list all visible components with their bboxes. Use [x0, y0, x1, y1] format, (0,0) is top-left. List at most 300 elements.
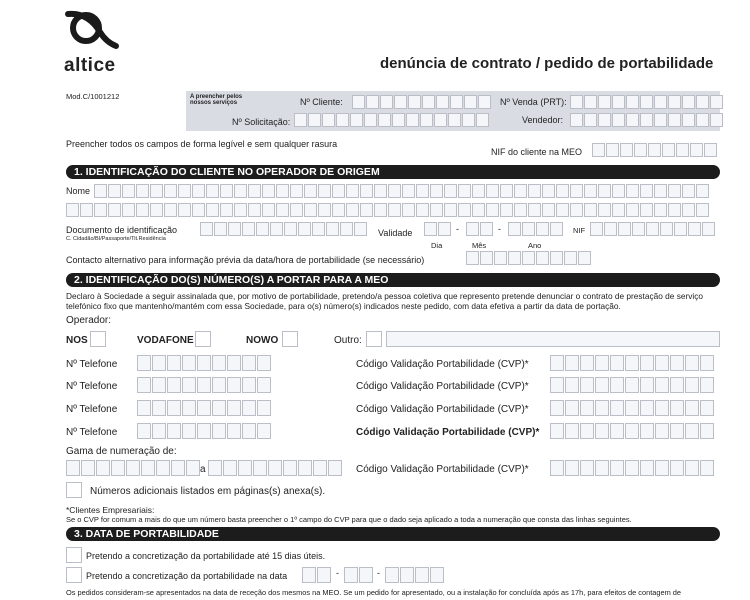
- input-cell[interactable]: [676, 143, 689, 157]
- input-cell[interactable]: [212, 423, 226, 439]
- input-cell[interactable]: [298, 460, 312, 476]
- input-cell[interactable]: [536, 251, 549, 265]
- contact-field[interactable]: [466, 251, 592, 265]
- input-cell[interactable]: [290, 203, 303, 217]
- input-cell[interactable]: [606, 143, 619, 157]
- input-cell[interactable]: [655, 400, 669, 416]
- input-cell[interactable]: [234, 203, 247, 217]
- input-cell[interactable]: [322, 113, 335, 127]
- input-cell[interactable]: [152, 423, 166, 439]
- input-cell[interactable]: [565, 377, 579, 393]
- input-cell[interactable]: [262, 184, 275, 198]
- input-cell[interactable]: [108, 203, 121, 217]
- input-cell[interactable]: [612, 184, 625, 198]
- portability-day[interactable]: [302, 567, 332, 583]
- input-cell[interactable]: [388, 184, 401, 198]
- input-cell[interactable]: [580, 400, 594, 416]
- input-cell[interactable]: [298, 222, 311, 236]
- nif-meo-field[interactable]: [592, 143, 718, 157]
- request-no-field[interactable]: [294, 113, 490, 127]
- cvp-field-3[interactable]: [550, 400, 715, 416]
- input-cell[interactable]: [422, 95, 435, 109]
- input-cell[interactable]: [94, 184, 107, 198]
- input-cell[interactable]: [234, 184, 247, 198]
- input-cell[interactable]: [626, 203, 639, 217]
- input-cell[interactable]: [590, 222, 603, 236]
- input-cell[interactable]: [584, 113, 597, 127]
- input-cell[interactable]: [227, 355, 241, 371]
- input-cell[interactable]: [248, 203, 261, 217]
- input-cell[interactable]: [192, 184, 205, 198]
- input-cell[interactable]: [262, 203, 275, 217]
- input-cell[interactable]: [550, 400, 564, 416]
- input-cell[interactable]: [685, 377, 699, 393]
- input-cell[interactable]: [565, 460, 579, 476]
- input-cell[interactable]: [223, 460, 237, 476]
- input-cell[interactable]: [137, 400, 151, 416]
- input-cell[interactable]: [197, 355, 211, 371]
- operator-vodafone-checkbox[interactable]: [195, 331, 211, 347]
- input-cell[interactable]: [682, 113, 695, 127]
- input-cell[interactable]: [626, 113, 639, 127]
- input-cell[interactable]: [359, 567, 373, 583]
- input-cell[interactable]: [700, 355, 714, 371]
- input-cell[interactable]: [634, 143, 647, 157]
- portability-year[interactable]: [385, 567, 445, 583]
- input-cell[interactable]: [480, 222, 493, 236]
- input-cell[interactable]: [612, 95, 625, 109]
- input-cell[interactable]: [472, 203, 485, 217]
- input-cell[interactable]: [556, 203, 569, 217]
- input-cell[interactable]: [685, 355, 699, 371]
- input-cell[interactable]: [696, 113, 709, 127]
- input-cell[interactable]: [416, 184, 429, 198]
- input-cell[interactable]: [632, 222, 645, 236]
- input-cell[interactable]: [346, 184, 359, 198]
- input-cell[interactable]: [685, 400, 699, 416]
- input-cell[interactable]: [81, 460, 95, 476]
- input-cell[interactable]: [655, 355, 669, 371]
- name-field-2[interactable]: [66, 203, 710, 217]
- input-cell[interactable]: [660, 222, 673, 236]
- input-cell[interactable]: [648, 143, 661, 157]
- input-cell[interactable]: [197, 423, 211, 439]
- input-cell[interactable]: [408, 95, 421, 109]
- operator-other-checkbox[interactable]: [366, 331, 382, 347]
- input-cell[interactable]: [598, 184, 611, 198]
- input-cell[interactable]: [108, 184, 121, 198]
- input-cell[interactable]: [164, 184, 177, 198]
- input-cell[interactable]: [374, 203, 387, 217]
- input-cell[interactable]: [122, 203, 135, 217]
- input-cell[interactable]: [610, 377, 624, 393]
- input-cell[interactable]: [394, 95, 407, 109]
- input-cell[interactable]: [595, 355, 609, 371]
- input-cell[interactable]: [150, 184, 163, 198]
- input-cell[interactable]: [253, 460, 267, 476]
- input-cell[interactable]: [167, 377, 181, 393]
- input-cell[interactable]: [466, 251, 479, 265]
- input-cell[interactable]: [136, 184, 149, 198]
- input-cell[interactable]: [137, 355, 151, 371]
- input-cell[interactable]: [486, 203, 499, 217]
- input-cell[interactable]: [662, 143, 675, 157]
- input-cell[interactable]: [340, 222, 353, 236]
- input-cell[interactable]: [94, 203, 107, 217]
- input-cell[interactable]: [620, 143, 633, 157]
- input-cell[interactable]: [584, 184, 597, 198]
- input-cell[interactable]: [212, 377, 226, 393]
- input-cell[interactable]: [430, 567, 444, 583]
- input-cell[interactable]: [450, 95, 463, 109]
- input-cell[interactable]: [640, 400, 654, 416]
- input-cell[interactable]: [378, 113, 391, 127]
- input-cell[interactable]: [670, 423, 684, 439]
- input-cell[interactable]: [242, 400, 256, 416]
- input-cell[interactable]: [346, 203, 359, 217]
- input-cell[interactable]: [406, 113, 419, 127]
- input-cell[interactable]: [570, 95, 583, 109]
- input-cell[interactable]: [688, 222, 701, 236]
- input-cell[interactable]: [164, 203, 177, 217]
- input-cell[interactable]: [550, 460, 564, 476]
- input-cell[interactable]: [528, 203, 541, 217]
- input-cell[interactable]: [500, 184, 513, 198]
- input-cell[interactable]: [550, 355, 564, 371]
- input-cell[interactable]: [152, 377, 166, 393]
- input-cell[interactable]: [257, 377, 271, 393]
- input-cell[interactable]: [458, 184, 471, 198]
- input-cell[interactable]: [528, 184, 541, 198]
- input-cell[interactable]: [167, 423, 181, 439]
- input-cell[interactable]: [580, 355, 594, 371]
- input-cell[interactable]: [257, 423, 271, 439]
- input-cell[interactable]: [137, 423, 151, 439]
- input-cell[interactable]: [522, 222, 535, 236]
- input-cell[interactable]: [542, 184, 555, 198]
- cvp-field-4[interactable]: [550, 423, 715, 439]
- input-cell[interactable]: [228, 222, 241, 236]
- input-cell[interactable]: [392, 113, 405, 127]
- input-cell[interactable]: [444, 203, 457, 217]
- input-cell[interactable]: [328, 460, 342, 476]
- input-cell[interactable]: [182, 355, 196, 371]
- client-no-field[interactable]: [352, 95, 492, 109]
- input-cell[interactable]: [313, 460, 327, 476]
- input-cell[interactable]: [385, 567, 399, 583]
- input-cell[interactable]: [702, 222, 715, 236]
- input-cell[interactable]: [186, 460, 200, 476]
- input-cell[interactable]: [595, 423, 609, 439]
- input-cell[interactable]: [654, 95, 667, 109]
- input-cell[interactable]: [182, 423, 196, 439]
- input-cell[interactable]: [374, 184, 387, 198]
- input-cell[interactable]: [66, 203, 79, 217]
- input-cell[interactable]: [696, 203, 709, 217]
- input-cell[interactable]: [598, 95, 611, 109]
- input-cell[interactable]: [388, 203, 401, 217]
- input-cell[interactable]: [126, 460, 140, 476]
- input-cell[interactable]: [578, 251, 591, 265]
- input-cell[interactable]: [294, 113, 307, 127]
- input-cell[interactable]: [612, 203, 625, 217]
- input-cell[interactable]: [536, 222, 549, 236]
- input-cell[interactable]: [466, 222, 479, 236]
- input-cell[interactable]: [472, 184, 485, 198]
- input-cell[interactable]: [270, 222, 283, 236]
- input-cell[interactable]: [178, 203, 191, 217]
- input-cell[interactable]: [625, 355, 639, 371]
- input-cell[interactable]: [434, 113, 447, 127]
- input-cell[interactable]: [380, 95, 393, 109]
- input-cell[interactable]: [178, 184, 191, 198]
- input-cell[interactable]: [360, 184, 373, 198]
- input-cell[interactable]: [690, 143, 703, 157]
- input-cell[interactable]: [592, 143, 605, 157]
- input-cell[interactable]: [682, 184, 695, 198]
- input-cell[interactable]: [550, 377, 564, 393]
- input-cell[interactable]: [256, 222, 269, 236]
- input-cell[interactable]: [595, 377, 609, 393]
- input-cell[interactable]: [584, 203, 597, 217]
- input-cell[interactable]: [420, 113, 433, 127]
- input-cell[interactable]: [556, 184, 569, 198]
- input-cell[interactable]: [424, 222, 437, 236]
- input-cell[interactable]: [402, 184, 415, 198]
- input-cell[interactable]: [242, 355, 256, 371]
- input-cell[interactable]: [332, 203, 345, 217]
- input-cell[interactable]: [268, 460, 282, 476]
- input-cell[interactable]: [318, 184, 331, 198]
- phone-field-3[interactable]: [137, 400, 272, 416]
- input-cell[interactable]: [152, 400, 166, 416]
- input-cell[interactable]: [444, 184, 457, 198]
- input-cell[interactable]: [685, 460, 699, 476]
- input-cell[interactable]: [640, 423, 654, 439]
- phone-field-4[interactable]: [137, 423, 272, 439]
- input-cell[interactable]: [137, 377, 151, 393]
- input-cell[interactable]: [682, 203, 695, 217]
- input-cell[interactable]: [626, 95, 639, 109]
- input-cell[interactable]: [685, 423, 699, 439]
- input-cell[interactable]: [570, 203, 583, 217]
- input-cell[interactable]: [655, 377, 669, 393]
- input-cell[interactable]: [612, 113, 625, 127]
- input-cell[interactable]: [122, 184, 135, 198]
- input-cell[interactable]: [696, 184, 709, 198]
- input-cell[interactable]: [542, 203, 555, 217]
- input-cell[interactable]: [646, 222, 659, 236]
- input-cell[interactable]: [171, 460, 185, 476]
- input-cell[interactable]: [400, 567, 414, 583]
- input-cell[interactable]: [655, 460, 669, 476]
- input-cell[interactable]: [318, 203, 331, 217]
- input-cell[interactable]: [290, 184, 303, 198]
- input-cell[interactable]: [312, 222, 325, 236]
- input-cell[interactable]: [111, 460, 125, 476]
- input-cell[interactable]: [430, 184, 443, 198]
- input-cell[interactable]: [276, 203, 289, 217]
- input-cell[interactable]: [227, 423, 241, 439]
- operator-other-input[interactable]: [386, 331, 720, 347]
- input-cell[interactable]: [668, 184, 681, 198]
- input-cell[interactable]: [336, 113, 349, 127]
- input-cell[interactable]: [276, 184, 289, 198]
- input-cell[interactable]: [655, 423, 669, 439]
- input-cell[interactable]: [242, 423, 256, 439]
- input-cell[interactable]: [668, 95, 681, 109]
- input-cell[interactable]: [284, 222, 297, 236]
- input-cell[interactable]: [508, 222, 521, 236]
- input-cell[interactable]: [302, 567, 316, 583]
- input-cell[interactable]: [565, 423, 579, 439]
- input-cell[interactable]: [654, 113, 667, 127]
- annex-checkbox[interactable]: [66, 482, 82, 498]
- input-cell[interactable]: [625, 460, 639, 476]
- input-cell[interactable]: [595, 400, 609, 416]
- portability-15days-checkbox[interactable]: [66, 547, 82, 563]
- nif-field[interactable]: [590, 222, 716, 236]
- input-cell[interactable]: [167, 355, 181, 371]
- input-cell[interactable]: [640, 184, 653, 198]
- operator-nowo-checkbox[interactable]: [282, 331, 298, 347]
- input-cell[interactable]: [626, 184, 639, 198]
- input-cell[interactable]: [654, 184, 667, 198]
- input-cell[interactable]: [710, 95, 723, 109]
- input-cell[interactable]: [364, 113, 377, 127]
- input-cell[interactable]: [625, 423, 639, 439]
- input-cell[interactable]: [197, 377, 211, 393]
- input-cell[interactable]: [476, 113, 489, 127]
- input-cell[interactable]: [625, 377, 639, 393]
- input-cell[interactable]: [283, 460, 297, 476]
- input-cell[interactable]: [610, 423, 624, 439]
- input-cell[interactable]: [618, 222, 631, 236]
- input-cell[interactable]: [700, 423, 714, 439]
- input-cell[interactable]: [238, 460, 252, 476]
- input-cell[interactable]: [522, 251, 535, 265]
- input-cell[interactable]: [458, 203, 471, 217]
- input-cell[interactable]: [550, 251, 563, 265]
- input-cell[interactable]: [152, 355, 166, 371]
- input-cell[interactable]: [220, 203, 233, 217]
- range-from-field[interactable]: [66, 460, 201, 476]
- input-cell[interactable]: [182, 400, 196, 416]
- sale-no-field[interactable]: [570, 95, 724, 109]
- input-cell[interactable]: [598, 113, 611, 127]
- input-cell[interactable]: [670, 355, 684, 371]
- input-cell[interactable]: [610, 400, 624, 416]
- input-cell[interactable]: [182, 377, 196, 393]
- input-cell[interactable]: [604, 222, 617, 236]
- input-cell[interactable]: [480, 251, 493, 265]
- input-cell[interactable]: [80, 203, 93, 217]
- input-cell[interactable]: [227, 377, 241, 393]
- input-cell[interactable]: [508, 251, 521, 265]
- input-cell[interactable]: [141, 460, 155, 476]
- input-cell[interactable]: [192, 203, 205, 217]
- cvp-field-2[interactable]: [550, 377, 715, 393]
- input-cell[interactable]: [564, 251, 577, 265]
- doc-field[interactable]: [200, 222, 368, 236]
- input-cell[interactable]: [570, 184, 583, 198]
- input-cell[interactable]: [350, 113, 363, 127]
- input-cell[interactable]: [584, 95, 597, 109]
- input-cell[interactable]: [304, 203, 317, 217]
- input-cell[interactable]: [565, 400, 579, 416]
- input-cell[interactable]: [514, 203, 527, 217]
- input-cell[interactable]: [416, 203, 429, 217]
- operator-nos-checkbox[interactable]: [90, 331, 106, 347]
- input-cell[interactable]: [580, 460, 594, 476]
- range-to-field[interactable]: [208, 460, 343, 476]
- input-cell[interactable]: [438, 222, 451, 236]
- input-cell[interactable]: [156, 460, 170, 476]
- input-cell[interactable]: [242, 377, 256, 393]
- input-cell[interactable]: [700, 400, 714, 416]
- input-cell[interactable]: [598, 203, 611, 217]
- input-cell[interactable]: [415, 567, 429, 583]
- input-cell[interactable]: [700, 460, 714, 476]
- input-cell[interactable]: [640, 203, 653, 217]
- input-cell[interactable]: [227, 400, 241, 416]
- input-cell[interactable]: [212, 400, 226, 416]
- input-cell[interactable]: [317, 567, 331, 583]
- input-cell[interactable]: [674, 222, 687, 236]
- input-cell[interactable]: [360, 203, 373, 217]
- input-cell[interactable]: [366, 95, 379, 109]
- input-cell[interactable]: [308, 113, 321, 127]
- portability-month[interactable]: [344, 567, 374, 583]
- input-cell[interactable]: [640, 377, 654, 393]
- input-cell[interactable]: [670, 460, 684, 476]
- range-cvp-field[interactable]: [550, 460, 715, 476]
- input-cell[interactable]: [704, 143, 717, 157]
- input-cell[interactable]: [200, 222, 213, 236]
- input-cell[interactable]: [206, 203, 219, 217]
- validity-month[interactable]: [466, 222, 494, 236]
- input-cell[interactable]: [96, 460, 110, 476]
- phone-field-1[interactable]: [137, 355, 272, 371]
- validity-day[interactable]: [424, 222, 452, 236]
- input-cell[interactable]: [640, 355, 654, 371]
- input-cell[interactable]: [610, 355, 624, 371]
- input-cell[interactable]: [654, 203, 667, 217]
- input-cell[interactable]: [462, 113, 475, 127]
- cvp-field-1[interactable]: [550, 355, 715, 371]
- input-cell[interactable]: [326, 222, 339, 236]
- input-cell[interactable]: [668, 203, 681, 217]
- input-cell[interactable]: [640, 113, 653, 127]
- input-cell[interactable]: [430, 203, 443, 217]
- input-cell[interactable]: [436, 95, 449, 109]
- input-cell[interactable]: [257, 400, 271, 416]
- input-cell[interactable]: [212, 355, 226, 371]
- input-cell[interactable]: [595, 460, 609, 476]
- input-cell[interactable]: [670, 400, 684, 416]
- input-cell[interactable]: [478, 95, 491, 109]
- input-cell[interactable]: [625, 400, 639, 416]
- input-cell[interactable]: [257, 355, 271, 371]
- input-cell[interactable]: [332, 184, 345, 198]
- input-cell[interactable]: [550, 222, 563, 236]
- input-cell[interactable]: [514, 184, 527, 198]
- input-cell[interactable]: [206, 184, 219, 198]
- portability-date-checkbox[interactable]: [66, 567, 82, 583]
- input-cell[interactable]: [136, 203, 149, 217]
- input-cell[interactable]: [220, 184, 233, 198]
- input-cell[interactable]: [580, 377, 594, 393]
